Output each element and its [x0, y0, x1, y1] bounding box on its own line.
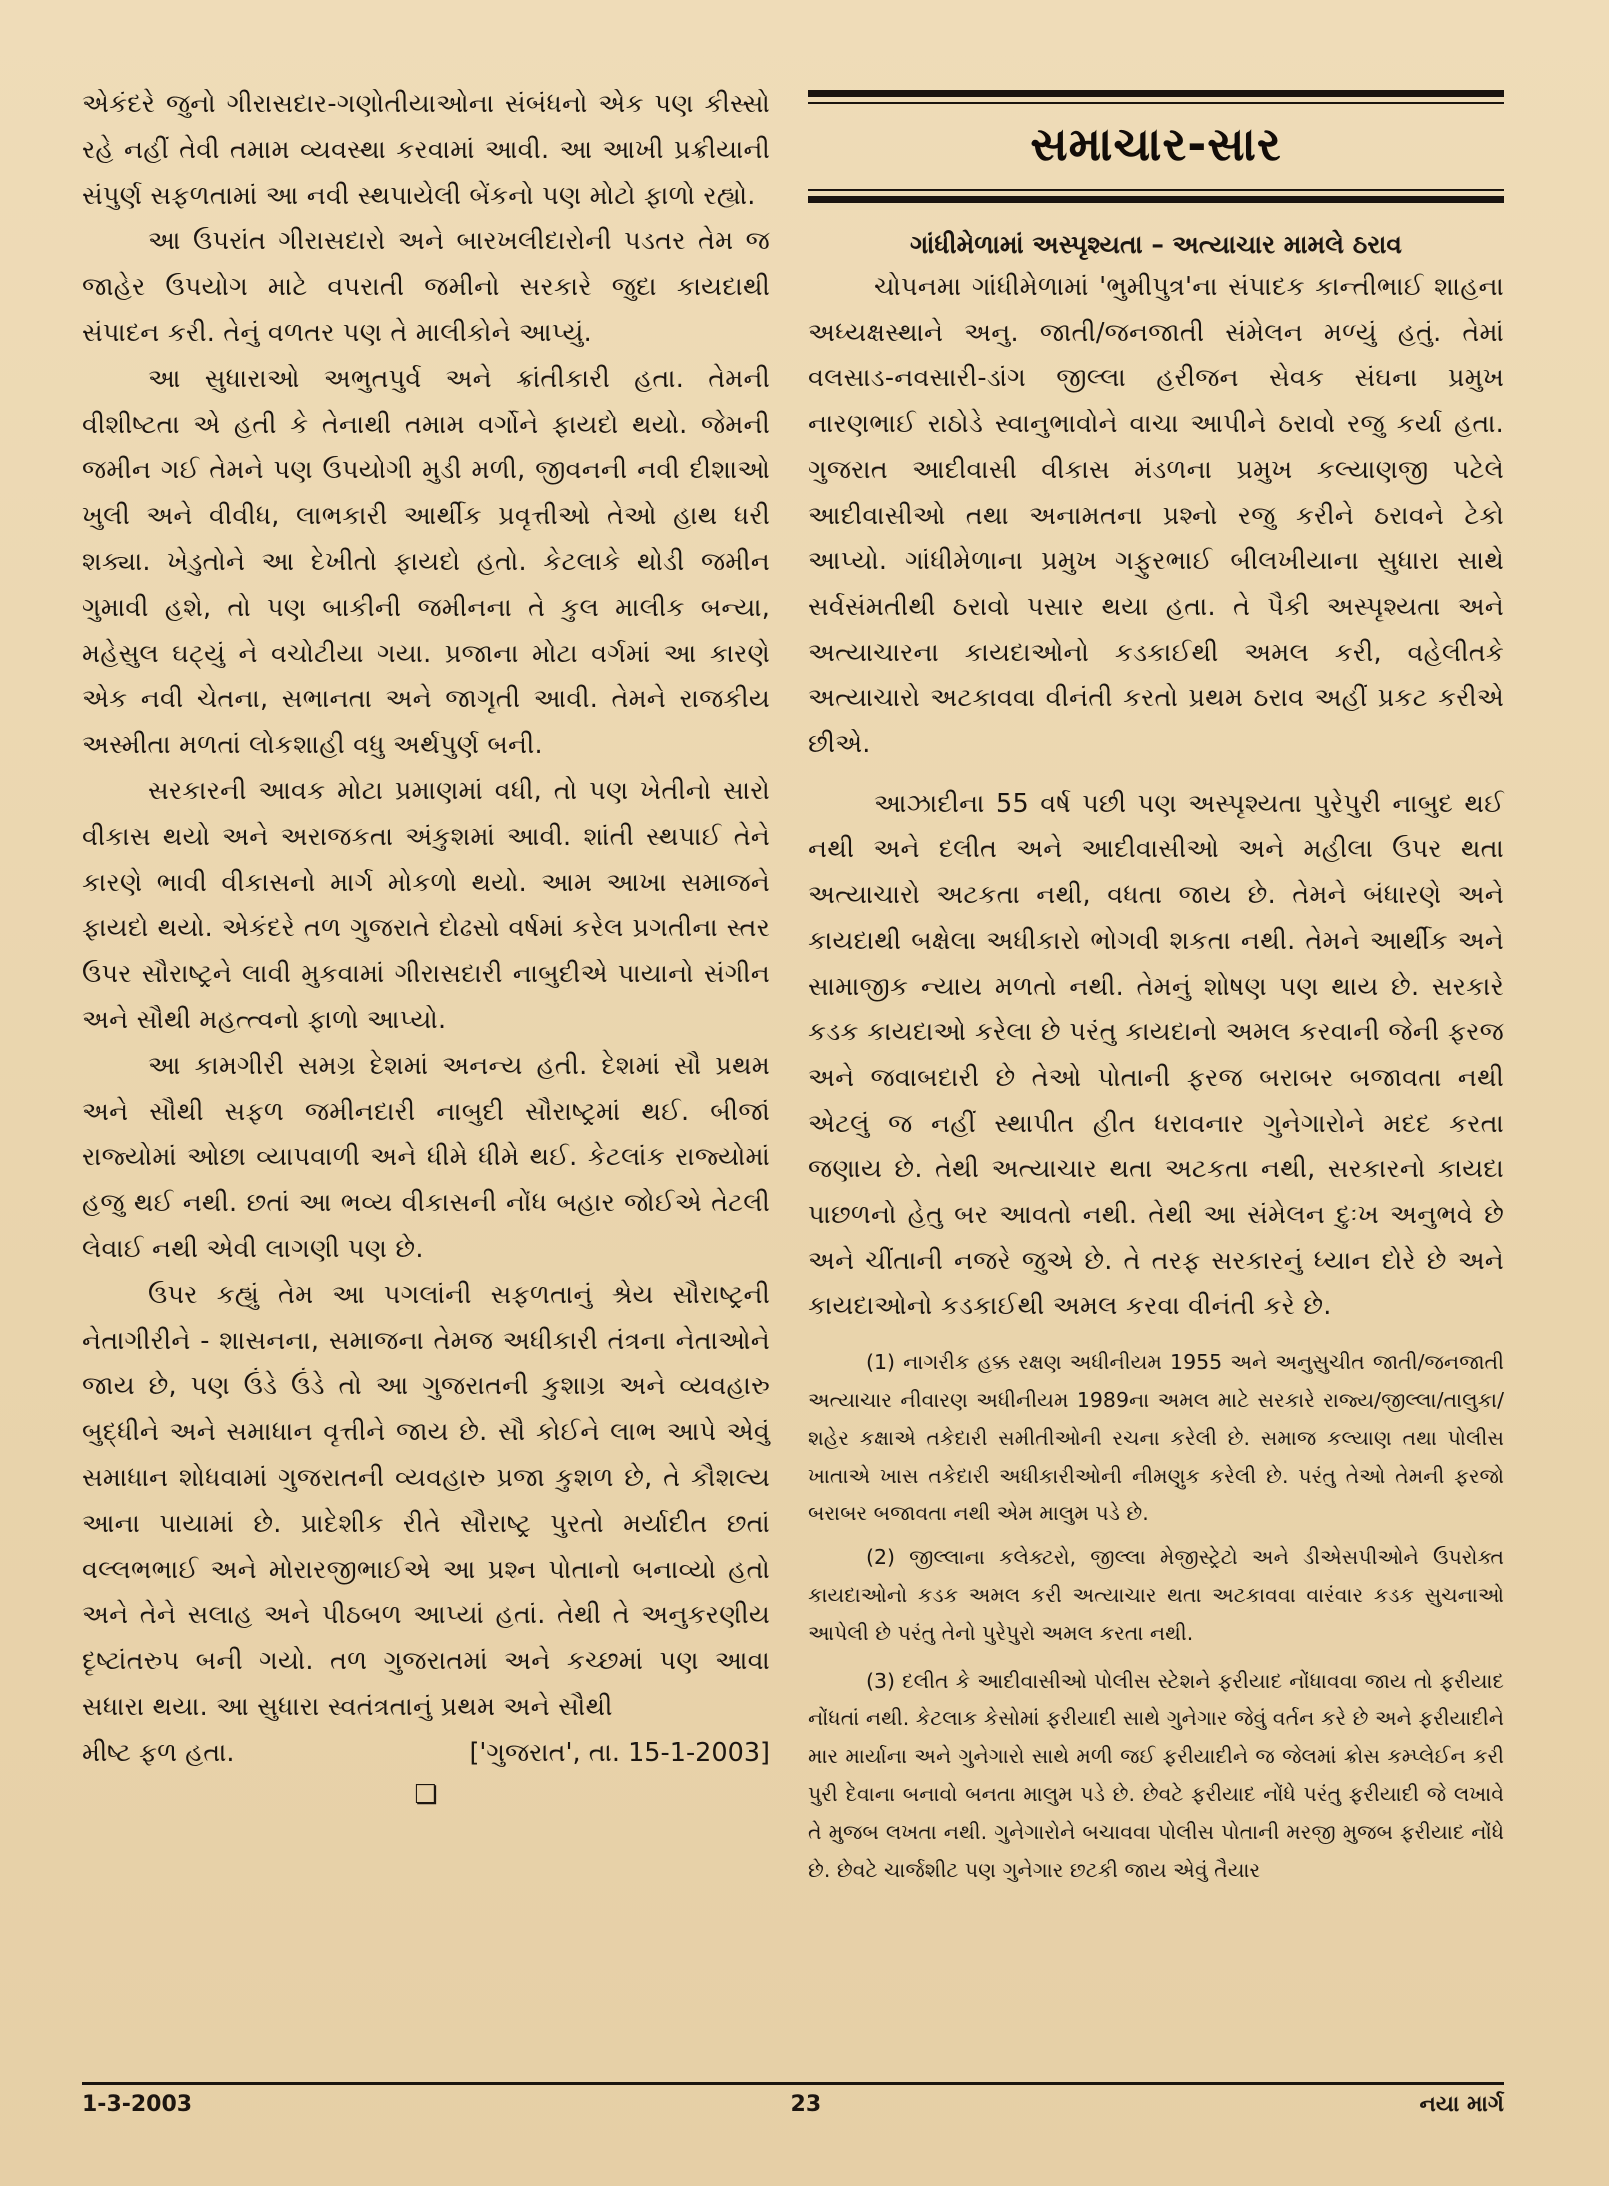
left-paragraph-5: આ કામગીરી સમગ્ર દેશમાં અનન્ય હતી. દેશમાં સૌ પ્રથમ અને સૌથી સફળ જમીનદારી નાબુદી સૌરાષ્ટ્રમાં થઈ. બીજાં રાજ્યોમાં ઓછા વ્યાપવાળી અને ધીમે ધીમે થઈ. કેટલાંક રાજ્યોમાં હજુ થઈ નથી. છતાં આ ભવ્ય વીકાસની નોંધ બહાર જોઈએ તેટલી લેવાઈ નથી એવી લાગણી પણ છે. [82, 1050, 770, 1264]
closing-text: મીષ્ટ ફળ હતા. [82, 1737, 235, 1768]
section-top-rule [808, 90, 1504, 97]
end-of-article-icon: ❏ [414, 1780, 438, 1811]
left-paragraph-6: ઉપર કહ્યું તેમ આ પગલાંની સફળતાનું શ્રેય સૌરાષ્ટ્રની નેતાગીરીને - શાસનના, સમાજના તેમજ અધીકારી તંત્રના નેતાઓને જાય છે, પણ ઉંડે ઉંડે તો આ ગુજરાતની કુશાગ્ર અને વ્યવહારુ બુદ્ધીને અને સમાધાન વૃત્તીને જાય છે. સૌ કોઈને લાભ આપે એવું સમાધાન શોધવામાં ગુજરાતની વ્યવહારુ પ્રજા કુશળ છે, તે કૌશલ્ય આના પાયામાં છે. પ્રાદેશીક રીતે સૌરાષ્ટ્ર પુરતો મર્યાદીત છતાં વલ્લભભાઈ અને મોરારજીભાઈએ આ પ્રશ્ન પોતાનો બનાવ્યો હતો અને તેને સલાહ અને પીઠબળ આપ્યાં હતાં. તેથી તે અનુકરણીય દૃષ્ટાંતરુપ બની ગયો. તળ ગુજરાતમાં અને કચ્છમાં પણ આવા સધારા થયા. આ સુધારા સ્વતંત્રતાનું પ્રથમ અને સૌથી [82, 1279, 770, 1722]
footer-rule [82, 2082, 1504, 2085]
issue-date: 1-3-2003 [82, 2092, 193, 2117]
source-citation: ['ગુજરાત', તા. 15-1-2003] [469, 1737, 770, 1768]
page-footer [82, 2092, 1504, 2117]
left-column [82, 82, 770, 1810]
left-paragraph-4: સરકારની આવક મોટા પ્રમાણમાં વધી, તો પણ ખેતીનો સારો વીકાસ થયો અને અરાજકતા અંકુશમાં આવી. શાંતી સ્થપાઈ તેને કારણે ભાવી વીકાસનો માર્ગ મોકળો થયો. આમ આખા સમાજને ફાયદો થયો. એકંદરે તળ ગુજરાતે દોઢસો વર્ષમાં કરેલ પ્રગતીના સ્તર ઉપર સૌરાષ્ટ્રને લાવી મુકવામાં ગીરાસદારી નાબુદીએ પાયાનો સંગીન અને સૌથી મહત્ત્વનો ફાળો આપ્યો. [82, 775, 770, 1035]
left-paragraph-3: આ સુધારાઓ અભુતપુર્વ અને ક્રાંતીકારી હતા. તેમની વીશીષ્ટતા એ હતી કે તેનાથી તમામ વર્ગોને ફાયદો થયો. જેમની જમીન ગઈ તેમને પણ ઉપયોગી મુડી મળી, જીવનની નવી દીશાઓ ખુલી અને વીવીધ, લાભકારી આર્થીક પ્રવૃત્તીઓ તેઓ હાથ ધરી શક્યા. ખેડુતોને આ દેખીતો ફાયદો હતો. કેટલાકે થોડી જમીન ગુમાવી હશે, તો પણ બાકીની જમીનના તે કુલ માલીક બન્યા, મહેસુલ ઘટ્યું ને વચોટીયા ગયા. પ્રજાના મોટા વર્ગમાં આ કારણે એક નવી ચેતના, સભાનતા અને જાગૃતી આવી. તેમને રાજકીય અસ્મીતા મળતાં લોકશાહી વધુ અર્થપુર્ણ બની. [82, 363, 770, 761]
section-bottom-rule-thin [808, 189, 1504, 191]
right-column [808, 90, 1504, 1889]
left-paragraph-2: આ ઉપરાંત ગીરાસદારો અને બારખલીદારોની પડતર તેમ જ જાહેર ઉપયોગ માટે વપરાતી જમીનો સરકારે જુદા કાયદાથી સંપાદન કરી. તેનું વળતર પણ તે માલીકોને આપ્યું. [82, 226, 770, 348]
right-paragraph-2: આઝાદીના 55 વર્ષ પછી પણ અસ્પૃશ્યતા પુરેપુરી નાબુદ થઈ નથી અને દલીત અને આદીવાસીઓ અને મહીલા ઉપર થતા અત્યાચારો અટકતા નથી, વધતા જાય છે. તેમને બંધારણે અને કાયદાથી બક્ષેલા અધીકારો ભોગવી શકતા નથી. તેમને આર્થીક અને સામાજીક ન્યાય મળતો નથી. તેમનું શોષણ પણ થાય છે. સરકારે કડક કાયદાઓ કરેલા છે પરંતુ કાયદાનો અમલ કરવાની જેની ફરજ અને જવાબદારી છે તેઓ પોતાની ફરજ બરાબર બજાવતા નથી એટલું જ નહીં સ્થાપીત હીત ધરાવનાર ગુનેગારોને મદદ કરતા જણાય છે. તેથી અત્યાચાર થતા અટકતા નથી, સરકારનો કાયદા પાછળનો હેતુ બર આવતો નથી. તેથી આ સંમેલન દુઃખ અનુભવે છે અને ચીંતાની નજરે જુએ છે. તે તરફ સરકારનું ધ્યાન દોરે છે અને કાયદાઓનો કડકાઈથી અમલ કરવા વીનંતી કરે છે. [808, 788, 1504, 1322]
left-paragraph-1: એકંદરે જુનો ગીરાસદાર-ગણોતીયાઓના સંબંધનો એક પણ કીસ્સો રહે નહીં તેવી તમામ વ્યવસ્થા કરવામાં આવી. આ આખી પ્રક્રીયાની સંપુર્ણ સફળતામાં આ નવી સ્થપાયેલી બેંકનો પણ મોટો ફાળો રહ્યો. [82, 89, 770, 211]
magazine-name: નયા માર્ગ [1419, 2092, 1504, 2117]
page-number: 23 [790, 2092, 822, 2117]
section-title: સમાચાર-સાર [1030, 117, 1282, 171]
right-paragraph-1: ચોપનમા ગાંધીમેળામાં 'ભુમીપુત્ર'ના સંપાદક કાન્તીભાઈ શાહના અધ્યક્ષસ્થાને અનુ. જાતી/જનજાતી સંમેલન મળ્યું હતું. તેમાં વલસાડ-નવસારી-ડાંગ જીલ્લા હરીજન સેવક સંઘના પ્રમુખ નારણભાઈ રાઠોડે સ્વાનુભાવોને વાચા આપીને ઠરાવો રજુ કર્યા હતા. ગુજરાત આદીવાસી વીકાસ મંડળના પ્રમુખ કલ્યાણજી પટેલે આદીવાસીઓ તથા અનામતના પ્રશ્નો રજુ કરીને ઠરાવને ટેકો આપ્યો. ગાંધીમેળાના પ્રમુખ ગફુરભાઈ બીલખીયાના સુધારા સાથે સર્વસંમતીથી ઠરાવો પસાર થયા હતા. તે પૈકી અસ્પૃશ્યતા અને અત્યાચારના કાયદાઓનો કડકાઈથી અમલ કરી, વહેલીતકે અત્યાચારો અટકાવવા વીનંતી કરતો પ્રથમ ઠરાવ અહીં પ્રકટ કરીએ છીએ. [808, 272, 1504, 760]
article-headline: ગાંધીમેળામાં અસ્પૃશ્યતા – અત્યાચાર મામલે ઠરાવ [910, 230, 1402, 259]
resolution-point-3: (3) દલીત કે આદીવાસીઓ પોલીસ સ્ટેશને ફરીયાદ નોંધાવવા જાય તો ફરીયાદ નોંધતાં નથી. કેટલાક કેસોમાં ફરીયાદી સાથે ગુનેગાર જેવું વર્તન કરે છે અને ફરીયાદીને માર માર્યાના અને ગુનેગારો સાથે મળી જઈ ફરીયાદીને જ જેલમાં ક્રોસ કમ્પ્લેઈન કરી પુરી દેવાના બનાવો બનતા માલુમ પડે છે. છેવટે ફરીયાદ નોંધે પરંતુ ફરીયાદી જે લખાવે તે મુજબ લખતા નથી. ગુનેગારોને બચાવવા પોલીસ પોતાની મરજી મુજબ ફરીયાદ નોંધે છે. છેવટે ચાર્જશીટ પણ ગુનેગાર છટકી જાય એવું તૈયાર [808, 1668, 1504, 1882]
resolution-point-1: (1) નાગરીક હક્ક રક્ષણ અધીનીયમ 1955 અને અનુસુચીત જાતી/જનજાતી અત્યાચાર નીવારણ અધીનીયમ 1989ના અમલ માટે સરકારે રાજ્ય/જીલ્લા/તાલુકા/શહેર કક્ષાએ તકેદારી સમીતીઓની રચના કરેલી છે. સમાજ કલ્યાણ તથા પોલીસ ખાતાએ ખાસ તકેદારી અધીકારીઓની નીમણુક કરેલી છે. પરંતુ તેઓ તેમની ફરજો બરાબર બજાવતા નથી એમ માલુમ પડે છે. [808, 1350, 1504, 1526]
resolution-point-2: (2) જીલ્લાના કલેક્ટરો, જીલ્લા મેજીસ્ટ્રેટો અને ડીએસપીઓને ઉપરોક્ત કાયદાઓનો કડક અમલ કરી અત્યાચાર થતા અટકાવવા વારંવાર કડક સુચનાઓ આપેલી છે પરંતુ તેનો પુરેપુરો અમલ કરતા નથી. [808, 1545, 1504, 1645]
section-bottom-rule [808, 196, 1504, 203]
citation-row [82, 1731, 770, 1777]
